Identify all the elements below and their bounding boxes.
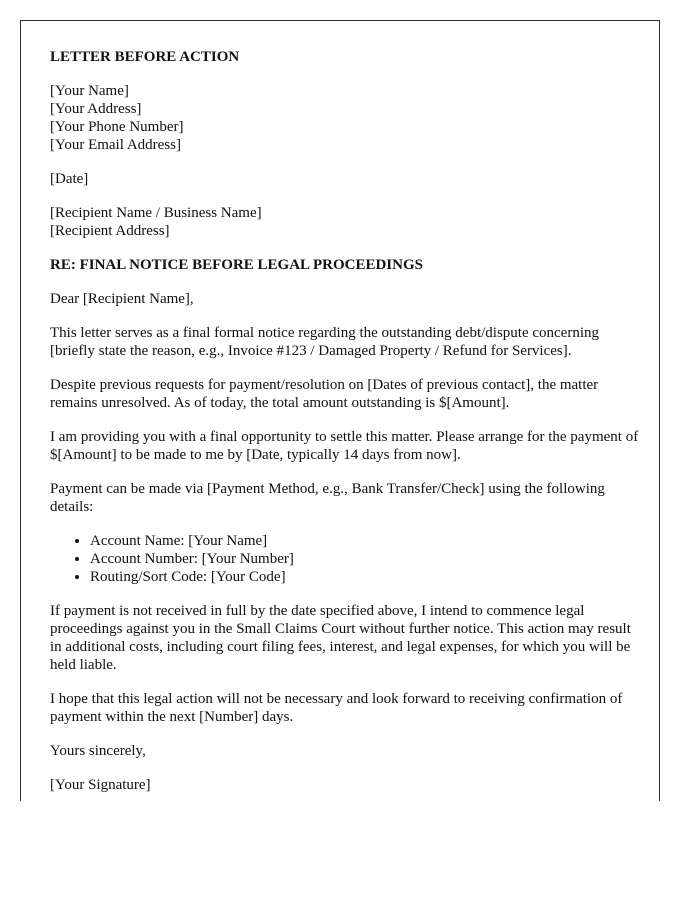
letter-page: [20, 20, 660, 801]
letter-date: [Date]: [50, 171, 89, 187]
sender-address: [Your Address]: [50, 101, 142, 117]
subject-line: RE: FINAL NOTICE BEFORE LEGAL PROCEEDINGS: [50, 257, 423, 273]
payment-details-list: [50, 532, 640, 586]
sender-phone: [Your Phone Number]: [50, 119, 184, 135]
paragraph-hope: I hope that this legal action will not be necessary and look forward to receiving confirmation of payment within the next [Number] days.: [50, 691, 623, 725]
paragraph-final-opportunity: I am providing you with a final opportunity to settle this matter. Please arrange for the payment of $[Amount] to be made to me by [Date, typically 14 days from now].: [50, 429, 639, 463]
date-block: [50, 170, 640, 188]
paragraph-notice: This letter serves as a final formal notice regarding the outstanding debt/dispute concerning [briefly state the reason, e.g., Invoice #123 / Damaged Property / Refund for Services].: [50, 325, 599, 359]
sender-email: [Your Email Address]: [50, 137, 181, 153]
payment-detail-account-number: • Account Number: [Your Number]: [90, 550, 640, 568]
payment-detail-account-name: • Account Name: [Your Name]: [90, 532, 640, 550]
sender-block: [50, 82, 640, 154]
paragraph-previous-requests: Despite previous requests for payment/resolution on [Dates of previous contact], the matter remains unresolved. As of today, the total amount outstanding is $[Amount].: [50, 377, 599, 411]
sender-name: [Your Name]: [50, 83, 129, 99]
recipient-address: [Recipient Address]: [50, 223, 170, 239]
salutation: Dear [Recipient Name],: [50, 291, 194, 307]
paragraph-payment-method: Payment can be made via [Payment Method, e.g., Bank Transfer/Check] using the following details:: [50, 481, 605, 515]
sign-off: Yours sincerely,: [50, 743, 146, 759]
letter-title: LETTER BEFORE ACTION: [50, 49, 240, 65]
payment-detail-routing-code: • Routing/Sort Code: [Your Code]: [90, 568, 640, 586]
paragraph-legal-warning: If payment is not received in full by the date specified above, I intend to commence legal proceedings against you in the Small Claims Court without further notice. This action may result in additional costs, including court filing fees, interest, and legal expenses, for which you will be held liable.: [50, 603, 631, 673]
recipient-name: [Recipient Name / Business Name]: [50, 205, 262, 221]
recipient-block: [50, 204, 640, 240]
letter-content: [50, 48, 640, 801]
signature: [Your Signature]: [50, 777, 151, 793]
